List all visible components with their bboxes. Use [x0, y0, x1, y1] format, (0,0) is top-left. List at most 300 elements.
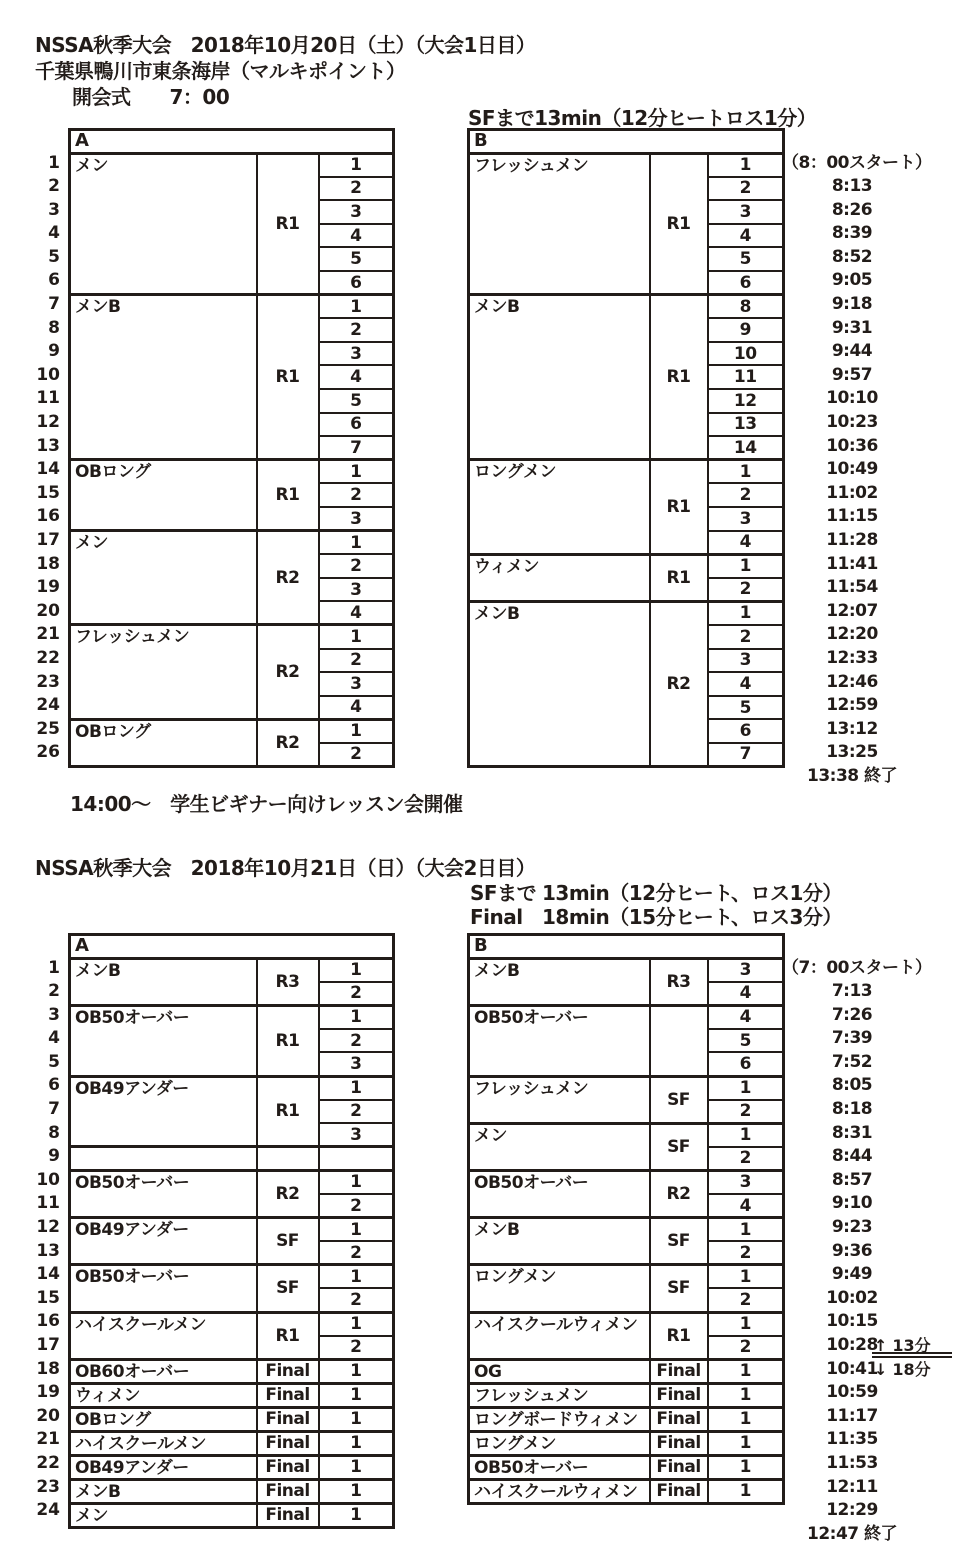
day1-after-note: 14:00～ 学生ビギナー向けレッスン会開催 — [70, 792, 463, 816]
round-cell — [650, 1005, 708, 1076]
row-number: 18 — [36, 553, 60, 574]
table-row — [70, 1147, 394, 1171]
heat-number-cell: 1 — [319, 1455, 394, 1479]
heat-start-time: 11:41 — [826, 553, 878, 574]
round-cell: Final — [650, 1479, 708, 1503]
heat-number-cell: 1 — [319, 1407, 394, 1431]
row-number: 22 — [36, 1452, 60, 1473]
row-number: 11 — [36, 1193, 60, 1214]
table-row — [469, 1005, 784, 1029]
round-cell: R1 — [257, 153, 319, 295]
heat-start-time: 11:53 — [826, 1452, 878, 1473]
heat-start-time: 8:18 — [831, 1099, 873, 1120]
row-number: 25 — [36, 718, 60, 739]
table-row — [469, 1383, 784, 1407]
day1-opening-ceremony: 開会式 7：00 — [72, 85, 230, 109]
heat-number-cell: 4 — [319, 365, 394, 389]
table-row — [70, 625, 394, 649]
area-header-cell: A — [70, 935, 394, 959]
heat-start-time: 12:07 — [826, 600, 878, 621]
heat-start-time: （8：00スタート） — [782, 152, 932, 173]
category-cell: ウィメン — [469, 554, 650, 601]
heat-number-cell: 1 — [319, 1383, 394, 1407]
heat-number-cell: 3 — [319, 1123, 394, 1147]
table-row — [70, 958, 394, 982]
heat-start-time: 10:23 — [826, 412, 878, 433]
heat-start-time: 8:26 — [831, 199, 873, 220]
table-row — [469, 1312, 784, 1336]
round-cell: Final — [257, 1479, 319, 1503]
row-number: 7 — [48, 294, 60, 315]
round-cell: R1 — [257, 460, 319, 531]
heat-number-cell: 1 — [319, 1005, 394, 1029]
heat-start-time: 11:17 — [826, 1405, 878, 1426]
category-cell: メン — [70, 1503, 257, 1527]
heat-number-cell: 3 — [708, 1170, 784, 1194]
category-cell: ロングメン — [469, 1431, 650, 1455]
round-cell: Final — [257, 1431, 319, 1455]
heat-number-cell: 6 — [708, 1052, 784, 1076]
interval-above-label: 13分 — [892, 1336, 931, 1355]
heat-number-cell: 7 — [319, 436, 394, 460]
heat-number-cell: 1 — [319, 295, 394, 319]
heat-number-cell: 2 — [319, 1194, 394, 1218]
table-row — [70, 1218, 394, 1242]
table-row — [469, 1431, 784, 1455]
day2-sf-note — [470, 881, 842, 905]
heat-start-time: 9:23 — [831, 1217, 873, 1238]
heat-number-cell: 4 — [319, 224, 394, 248]
heat-number-cell: 6 — [708, 719, 784, 743]
heat-number-cell: 2 — [319, 982, 394, 1006]
heat-number-cell: 2 — [708, 177, 784, 201]
heat-start-time: 7:52 — [831, 1051, 873, 1072]
table-row — [70, 1479, 394, 1503]
table-row — [70, 295, 394, 319]
round-cell: Final — [257, 1407, 319, 1431]
row-number: 1 — [48, 957, 60, 978]
table-header-row — [70, 935, 394, 959]
table-row — [70, 1431, 394, 1455]
round-cell: Final — [257, 1455, 319, 1479]
heat-number-cell: 2 — [319, 1336, 394, 1360]
round-cell: SF — [650, 1076, 708, 1123]
row-number: 24 — [36, 1500, 60, 1521]
heat-number-cell: 1 — [708, 1076, 784, 1100]
heat-start-time: 10:41 — [826, 1358, 878, 1379]
table-row — [469, 958, 784, 982]
table-row — [70, 460, 394, 484]
heat-number-cell: 1 — [319, 719, 394, 743]
day1-area-a — [68, 128, 395, 768]
row-number: 17 — [36, 530, 60, 550]
down-arrow-icon: ↓ — [874, 1359, 888, 1379]
category-cell: OG — [469, 1359, 650, 1383]
round-cell: R1 — [650, 295, 708, 460]
row-number: 8 — [48, 317, 60, 338]
row-number: 15 — [36, 482, 60, 503]
heat-number-cell: 1 — [319, 460, 394, 484]
round-cell: R1 — [257, 1076, 319, 1147]
heat-number-cell: 1 — [319, 1076, 394, 1100]
category-cell: メン — [70, 531, 257, 625]
table-row — [70, 1455, 394, 1479]
heat-start-time: 10:36 — [826, 435, 878, 456]
table-row — [469, 295, 784, 319]
category-cell: OB49アンダー — [70, 1076, 257, 1147]
row-number: 3 — [48, 1004, 60, 1025]
row-number: 7 — [48, 1099, 60, 1120]
heat-number-cell: 2 — [708, 1288, 784, 1312]
round-cell: R1 — [257, 1005, 319, 1076]
row-number: 23 — [36, 671, 60, 692]
row-number: 2 — [48, 981, 60, 1002]
heat-start-time: 8:57 — [831, 1169, 873, 1190]
category-cell — [70, 1147, 257, 1171]
day2-start-times — [782, 957, 932, 1547]
category-cell: メンB — [469, 958, 650, 1005]
heat-number-cell: 12 — [708, 389, 784, 413]
up-arrow-icon: ↑ — [874, 1336, 888, 1355]
heat-number-cell: 2 — [319, 1288, 394, 1312]
heat-number-cell — [319, 1147, 394, 1171]
heat-number-cell: 5 — [319, 389, 394, 413]
area-header-cell: B — [469, 130, 784, 154]
heat-start-time: 7:13 — [831, 981, 873, 1002]
heat-start-time: 10:10 — [826, 388, 878, 409]
round-cell: R1 — [650, 554, 708, 601]
table-row — [469, 460, 784, 484]
category-cell: フレッシュメン — [70, 625, 257, 719]
heat-number-cell: 1 — [319, 1218, 394, 1242]
round-cell: Final — [257, 1503, 319, 1527]
round-cell: R2 — [650, 1170, 708, 1217]
heat-start-time: 9:44 — [831, 341, 873, 362]
category-cell: ロングボードウィメン — [469, 1407, 650, 1431]
heat-number-cell: 2 — [319, 177, 394, 201]
category-cell: OB50オーバー — [70, 1265, 257, 1312]
heat-number-cell: 1 — [708, 1383, 784, 1407]
heat-number-cell: 3 — [319, 672, 394, 696]
table-row — [469, 1407, 784, 1431]
category-cell: メンB — [70, 1479, 257, 1503]
category-cell: OB49アンダー — [70, 1455, 257, 1479]
heat-start-time: 10:15 — [826, 1311, 878, 1332]
heat-start-time: 10:49 — [826, 459, 878, 480]
round-cell: R1 — [650, 460, 708, 554]
heat-number-cell: 8 — [708, 295, 784, 319]
heat-start-time: 8:52 — [831, 246, 873, 267]
round-cell: Final — [650, 1431, 708, 1455]
table-row — [469, 1170, 784, 1194]
heat-number-cell: 2 — [708, 483, 784, 507]
heat-start-time: 10:28 — [826, 1335, 878, 1355]
heat-number-cell: 5 — [708, 247, 784, 271]
heat-number-cell: 4 — [319, 601, 394, 625]
heat-number-cell: 1 — [708, 460, 784, 484]
interval-above-row — [872, 1334, 952, 1358]
row-number: 23 — [36, 1476, 60, 1497]
heat-number-cell: 1 — [319, 1170, 394, 1194]
table-row — [70, 719, 394, 743]
heat-number-cell: 2 — [319, 318, 394, 342]
row-number: 9 — [48, 1146, 60, 1167]
heat-number-cell: 14 — [708, 436, 784, 460]
row-number: 14 — [36, 459, 60, 480]
heat-start-time: 8:44 — [831, 1146, 873, 1167]
table-row — [469, 1076, 784, 1100]
category-cell: ハイスクールメン — [70, 1431, 257, 1455]
day2-sf-note-value: 13min（12分ヒート、ロス1分） — [542, 881, 842, 905]
day1-title: NSSA秋季大会 2018年10月20日（土）（大会1日目） — [35, 33, 536, 57]
heat-number-cell: 3 — [319, 578, 394, 602]
heat-number-cell: 4 — [708, 531, 784, 555]
category-cell: ハイスクールメン — [70, 1312, 257, 1359]
heat-start-time: 9:10 — [831, 1193, 873, 1214]
heat-start-time: 10:59 — [826, 1382, 878, 1403]
table-row — [469, 554, 784, 578]
row-number: 26 — [36, 742, 60, 763]
category-cell: メンB — [469, 295, 650, 460]
heat-number-cell: 4 — [708, 1005, 784, 1029]
row-number: 16 — [36, 1311, 60, 1332]
round-cell: Final — [650, 1407, 708, 1431]
heat-number-cell: 2 — [708, 625, 784, 649]
category-cell: OBロング — [70, 460, 257, 531]
category-cell: OB50オーバー — [469, 1170, 650, 1217]
table-row — [70, 1005, 394, 1029]
heat-number-cell: 1 — [319, 1359, 394, 1383]
round-cell: Final — [650, 1383, 708, 1407]
day1-start-times — [782, 152, 932, 789]
row-number: 15 — [36, 1287, 60, 1308]
category-cell: メン — [469, 1123, 650, 1170]
row-number: 20 — [36, 1405, 60, 1426]
heat-start-time: 12:59 — [826, 695, 878, 716]
round-cell: R2 — [650, 601, 708, 766]
day1-heat-note: SFまで13min（12分ヒートロス1分） — [468, 106, 817, 130]
day2-sf-note-label: SFまで — [470, 881, 537, 905]
heat-number-cell: 3 — [708, 958, 784, 982]
heat-number-cell: 6 — [708, 271, 784, 295]
row-number: 24 — [36, 695, 60, 716]
row-number: 17 — [36, 1335, 60, 1355]
heat-start-time: 7:39 — [831, 1028, 873, 1049]
round-cell — [257, 1147, 319, 1171]
heat-number-cell: 6 — [319, 413, 394, 437]
round-cell: R3 — [650, 958, 708, 1005]
heat-number-cell: 11 — [708, 365, 784, 389]
heat-table — [68, 128, 395, 768]
table-row — [70, 1503, 394, 1527]
heat-number-cell: 4 — [708, 224, 784, 248]
category-cell: フレッシュメン — [469, 153, 650, 295]
table-row — [70, 1076, 394, 1100]
heat-number-cell: 3 — [708, 507, 784, 531]
row-number: 12 — [36, 1217, 60, 1238]
heat-number-cell: 2 — [708, 1241, 784, 1265]
row-number: 13 — [36, 1240, 60, 1261]
row-number: 6 — [48, 1075, 60, 1096]
heat-number-cell: 3 — [319, 200, 394, 224]
heat-number-cell: 5 — [708, 696, 784, 720]
heat-number-cell: 1 — [708, 1455, 784, 1479]
heat-start-time: 12:46 — [826, 671, 878, 692]
table-row — [70, 531, 394, 555]
round-cell: R1 — [257, 1312, 319, 1359]
table-row — [469, 1479, 784, 1503]
row-number: 1 — [48, 152, 60, 173]
heat-number-cell: 1 — [708, 1312, 784, 1336]
day2-final-note-label: Final — [470, 905, 523, 929]
heat-number-cell: 1 — [319, 958, 394, 982]
round-cell: Final — [650, 1455, 708, 1479]
round-cell: SF — [257, 1218, 319, 1265]
heat-number-cell: 10 — [708, 342, 784, 366]
round-cell: Final — [257, 1383, 319, 1407]
round-cell: Final — [650, 1359, 708, 1383]
heat-number-cell: 2 — [319, 649, 394, 673]
category-cell: メンB — [70, 958, 257, 1005]
category-cell: OB50オーバー — [469, 1005, 650, 1076]
heat-number-cell: 1 — [708, 1265, 784, 1289]
row-number: 6 — [48, 270, 60, 291]
category-cell: OB49アンダー — [70, 1218, 257, 1265]
heat-start-time: 12:20 — [826, 624, 878, 645]
day2-final-note — [470, 905, 842, 929]
heat-number-cell: 2 — [319, 554, 394, 578]
heat-number-cell: 3 — [319, 1052, 394, 1076]
heat-number-cell: 2 — [708, 1336, 784, 1360]
row-number: 13 — [36, 435, 60, 456]
round-cell: SF — [257, 1265, 319, 1312]
heat-number-cell: 1 — [319, 153, 394, 177]
round-cell: R3 — [257, 958, 319, 1005]
table-row — [469, 1359, 784, 1383]
row-number: 16 — [36, 506, 60, 527]
heat-number-cell: 1 — [319, 1503, 394, 1527]
category-cell: メンB — [70, 295, 257, 460]
heat-number-cell: 1 — [708, 1218, 784, 1242]
row-number: 11 — [36, 388, 60, 409]
category-cell: メン — [70, 153, 257, 295]
row-number: 5 — [48, 246, 60, 267]
table-row — [70, 1383, 394, 1407]
heat-start-time: 9:57 — [831, 364, 873, 385]
heat-number-cell: 1 — [319, 1479, 394, 1503]
row-number: 18 — [36, 1358, 60, 1379]
heat-table — [68, 933, 395, 1529]
row-number: 3 — [48, 199, 60, 220]
heat-table — [467, 933, 785, 1505]
row-number: 19 — [36, 1382, 60, 1403]
round-cell: SF — [650, 1123, 708, 1170]
row-number: 10 — [36, 1169, 60, 1190]
table-row — [469, 1218, 784, 1242]
heat-number-cell: 3 — [319, 342, 394, 366]
category-cell: OB50オーバー — [70, 1005, 257, 1076]
heat-start-time: 8:13 — [831, 176, 873, 197]
heat-number-cell: 2 — [708, 1147, 784, 1171]
row-number: 19 — [36, 577, 60, 598]
day2-row-numbers — [28, 957, 64, 1523]
heat-start-time: （7：00スタート） — [782, 957, 932, 978]
row-number: 4 — [48, 223, 60, 244]
heat-start-time: 9:49 — [831, 1264, 873, 1285]
table-row — [70, 1265, 394, 1289]
day1-row-numbers — [28, 152, 64, 765]
table-row — [70, 153, 394, 177]
heat-number-cell: 2 — [319, 1029, 394, 1053]
heat-number-cell: 2 — [708, 1100, 784, 1124]
heat-number-cell: 1 — [319, 1265, 394, 1289]
heat-number-cell: 2 — [319, 743, 394, 767]
heat-start-time: 11:28 — [826, 530, 878, 550]
heat-number-cell: 1 — [708, 1431, 784, 1455]
heat-start-time: 9:05 — [831, 270, 873, 291]
heat-start-time: 12:11 — [826, 1476, 878, 1497]
heat-start-time: 12:29 — [826, 1500, 878, 1521]
heat-start-time: 13:12 — [826, 718, 878, 739]
day2-area-a — [68, 933, 395, 1529]
category-cell: フレッシュメン — [469, 1076, 650, 1123]
row-number: 5 — [48, 1051, 60, 1072]
heat-number-cell: 7 — [708, 743, 784, 767]
row-number: 21 — [36, 624, 60, 645]
heat-start-time: 13:25 — [826, 742, 878, 763]
heat-number-cell: 1 — [708, 1359, 784, 1383]
table-row — [70, 1359, 394, 1383]
category-cell: OB50オーバー — [70, 1170, 257, 1217]
category-cell: OB50オーバー — [469, 1455, 650, 1479]
heat-number-cell: 3 — [708, 200, 784, 224]
table-row — [70, 1407, 394, 1431]
heat-number-cell: 1 — [708, 153, 784, 177]
category-cell: メンB — [469, 601, 650, 766]
row-number: 4 — [48, 1028, 60, 1049]
heat-start-time: 11:54 — [826, 577, 878, 598]
heat-number-cell: 4 — [708, 672, 784, 696]
round-cell: R1 — [650, 1312, 708, 1359]
table-row — [469, 1123, 784, 1147]
round-cell: R2 — [257, 1170, 319, 1217]
round-cell: R2 — [257, 531, 319, 625]
area-header-cell: B — [469, 935, 784, 959]
row-number: 2 — [48, 176, 60, 197]
table-header-row — [469, 130, 784, 154]
heat-table — [467, 128, 785, 768]
finish-time: 12:47 終了 — [806, 1523, 898, 1544]
heat-start-time: 9:31 — [831, 317, 873, 338]
category-cell: ロングメン — [469, 1265, 650, 1312]
heat-number-cell: 2 — [319, 1100, 394, 1124]
day2-title: NSSA秋季大会 2018年10月21日（日）（大会2日目） — [35, 856, 536, 880]
interval-below-label: 18分 — [892, 1359, 931, 1379]
row-number: 9 — [48, 341, 60, 362]
day1-venue: 千葉県鴨川市東条海岸（マルキポイント） — [35, 59, 406, 83]
heat-number-cell: 2 — [708, 578, 784, 602]
table-row — [469, 1455, 784, 1479]
heat-start-time: 8:31 — [831, 1122, 873, 1143]
heat-number-cell: 1 — [319, 1312, 394, 1336]
day2-heat-notes — [470, 881, 842, 929]
round-cell: SF — [650, 1265, 708, 1312]
heat-number-cell: 3 — [708, 649, 784, 673]
heat-start-time: 7:26 — [831, 1004, 873, 1025]
heat-number-cell: 4 — [708, 1194, 784, 1218]
heat-number-cell: 1 — [319, 531, 394, 555]
heat-start-time: 12:33 — [826, 647, 878, 668]
